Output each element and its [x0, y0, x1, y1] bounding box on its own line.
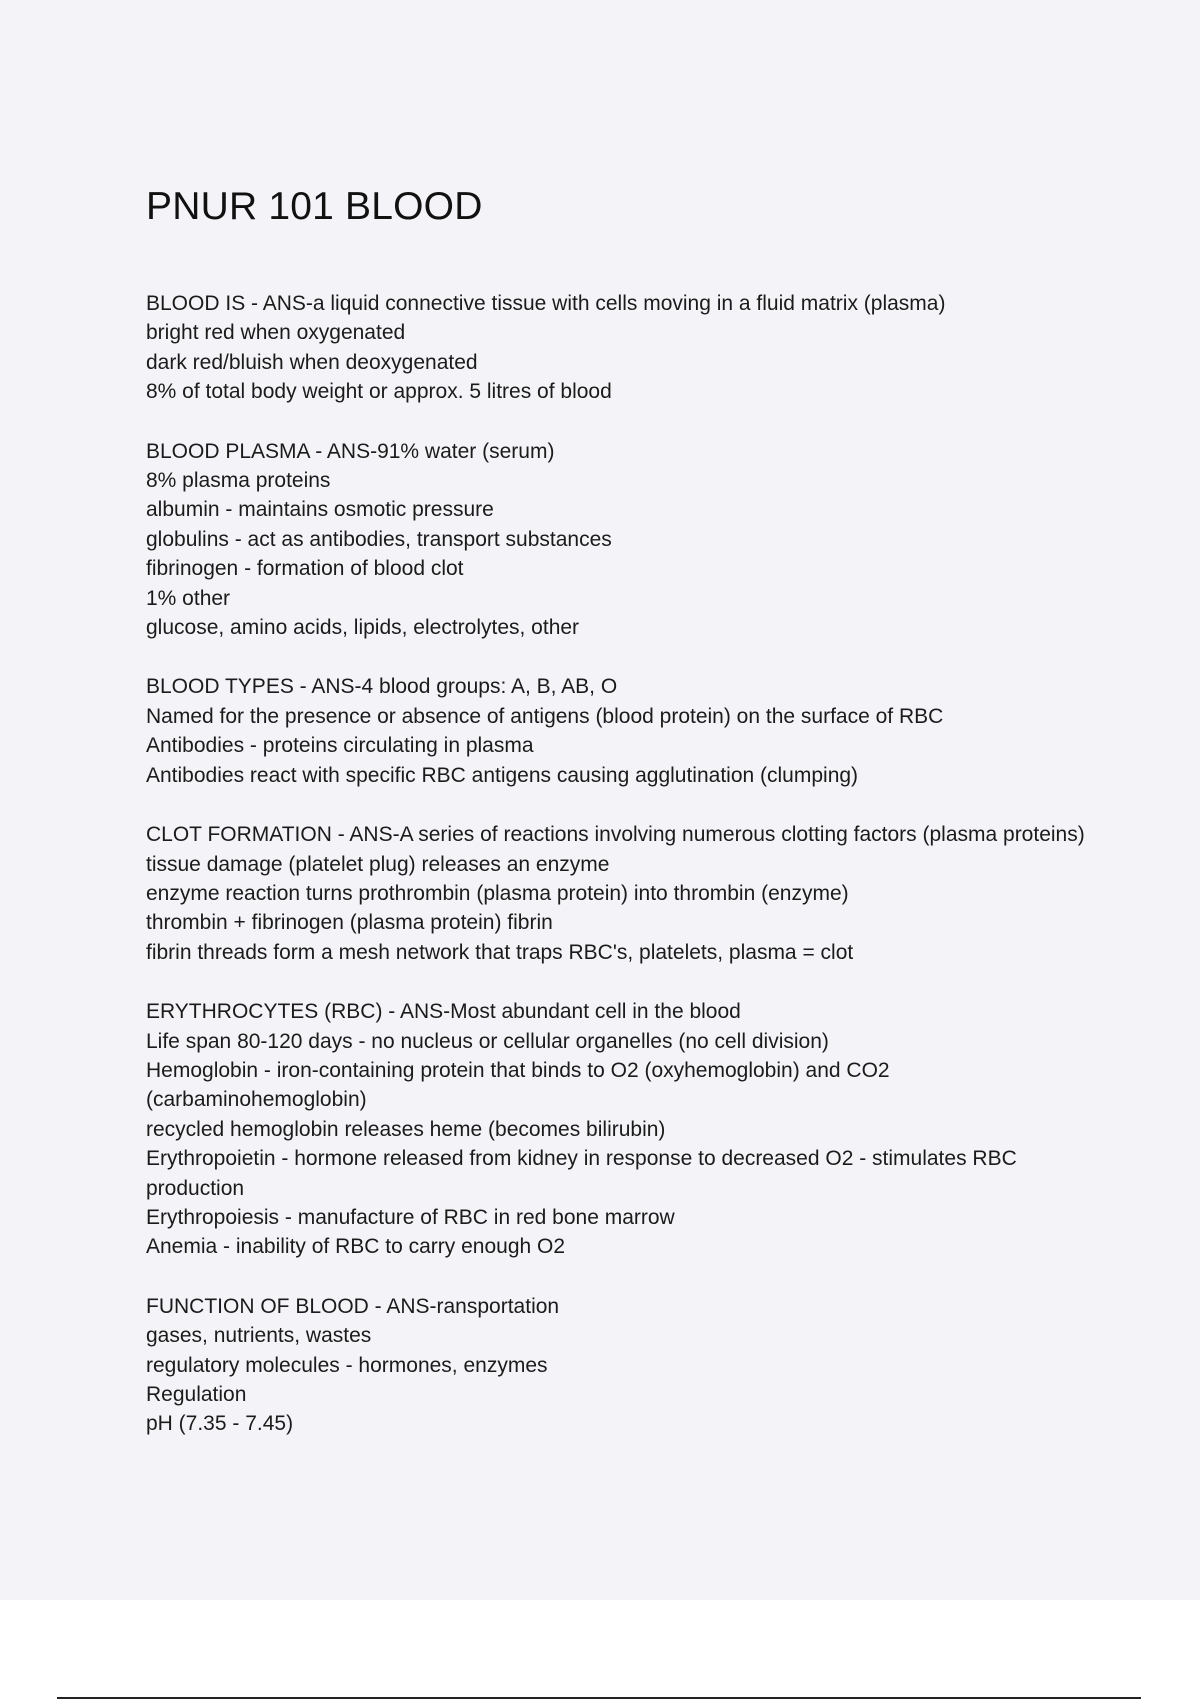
text-line: thrombin + fibrinogen (plasma protein) fibrin: [146, 911, 553, 935]
text-line: CLOT FORMATION - ANS-A series of reactions involving numerous clotting factors (plasma proteins): [146, 823, 1085, 847]
section-function-of-blood: [146, 1292, 1086, 1439]
section-clot-formation: [146, 820, 1086, 967]
text-line: Named for the presence or absence of antigens (blood protein) on the surface of RBC: [146, 704, 944, 728]
text-line: enzyme reaction turns prothrombin (plasma protein) into thrombin (enzyme): [146, 881, 849, 905]
text-line: 1% other: [146, 586, 231, 610]
text-line: gases, nutrients, wastes: [146, 1324, 372, 1348]
text-line: FUNCTION OF BLOOD - ANS-ransportation: [146, 1294, 560, 1318]
text-line: BLOOD IS - ANS-a liquid connective tissue with cells moving in a fluid matrix (plasma): [146, 292, 946, 315]
page-title: PNUR 101 BLOOD: [146, 185, 483, 228]
text-line: Anemia - inability of RBC to carry enough O2: [146, 1235, 566, 1259]
text-line: recycled hemoglobin releases heme (becomes bilirubin): [146, 1117, 666, 1141]
text-line: 8% plasma proteins: [146, 469, 331, 493]
text-line: Erythropoietin - hormone released from kidney in response to decreased O2 - stimulates RBC production: [146, 1147, 1017, 1200]
text-line: 8% of total body weight or approx. 5 litres of blood: [146, 380, 612, 404]
text-line: fibrinogen - formation of blood clot: [146, 557, 464, 581]
text-line: tissue damage (platelet plug) releases an enzyme: [146, 852, 610, 876]
text-line: Hemoglobin - iron-containing protein that binds to O2 (oxyhemoglobin) and CO2 (carbaminohemoglobin): [146, 1058, 890, 1112]
text-line: albumin - maintains osmotic pressure: [146, 498, 494, 522]
text-line: Antibodies react with specific RBC antigens causing agglutination (clumping): [146, 763, 859, 787]
section-blood-plasma: [146, 437, 1086, 643]
text-line: bright red when oxygenated: [146, 321, 406, 345]
section-blood-is: [146, 289, 1086, 407]
text-line: globulins - act as antibodies, transport substances: [146, 527, 612, 551]
text-line: BLOOD TYPES - ANS-4 blood groups: A, B, AB, O: [146, 675, 618, 699]
text-line: dark red/bluish when deoxygenated: [146, 350, 478, 374]
section-erythrocytes: [146, 997, 1086, 1262]
text-line: Antibodies - proteins circulating in plasma: [146, 734, 534, 758]
bottom-divider: [57, 1697, 1141, 1699]
document-content: [146, 180, 1086, 1469]
text-line: Life span 80-120 days - no nucleus or cellular organelles (no cell division): [146, 1029, 829, 1053]
text-line: regulatory molecules - hormones, enzymes: [146, 1353, 548, 1377]
text-line: fibrin threads form a mesh network that traps RBC's, platelets, plasma = clot: [146, 940, 854, 964]
text-line: BLOOD PLASMA - ANS-91% water (serum): [146, 439, 555, 463]
text-line: pH (7.35 - 7.45): [146, 1412, 294, 1436]
section-blood-types: [146, 672, 1086, 790]
text-line: Erythropoiesis - manufacture of RBC in red bone marrow: [146, 1205, 675, 1229]
text-line: glucose, amino acids, lipids, electrolytes, other: [146, 616, 580, 640]
text-line: ERYTHROCYTES (RBC) - ANS-Most abundant cell in the blood: [146, 1000, 741, 1024]
text-line: Regulation: [146, 1383, 247, 1406]
